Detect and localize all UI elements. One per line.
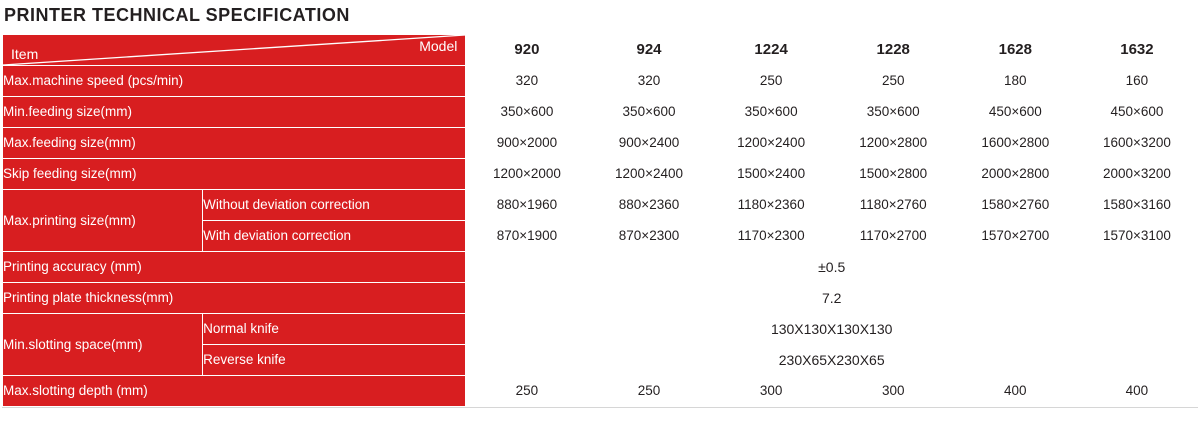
row-value: 1600×3200 <box>1076 127 1197 158</box>
diagonal-divider-icon <box>3 35 465 65</box>
table-row <box>3 375 1198 406</box>
header-corner-cell <box>3 34 466 65</box>
table-row <box>3 251 1198 282</box>
row-value: 160 <box>1076 65 1197 96</box>
row-value: 450×600 <box>1076 96 1197 127</box>
row-value: 350×600 <box>588 96 710 127</box>
row-value: 1180×2360 <box>710 189 832 220</box>
row-label: Skip feeding size(mm) <box>3 158 466 189</box>
row-sublabel: Without deviation correction <box>203 189 466 220</box>
model-header-1228: 1228 <box>832 34 954 65</box>
row-value: 250 <box>588 375 710 406</box>
page-title: PRINTER TECHNICAL SPECIFICATION <box>4 5 350 25</box>
row-label: Min.feeding size(mm) <box>3 96 466 127</box>
printer-specification-table <box>2 34 1198 407</box>
row-value: 1600×2800 <box>954 127 1076 158</box>
table-row <box>3 282 1198 313</box>
row-value: 1570×2700 <box>954 220 1076 251</box>
row-value: 880×2360 <box>588 189 710 220</box>
model-header-924: 924 <box>588 34 710 65</box>
row-value: 870×1900 <box>466 220 588 251</box>
row-value: 1200×2400 <box>588 158 710 189</box>
row-value: 1200×2800 <box>832 127 954 158</box>
row-label-min-slotting-space: Min.slotting space(mm) <box>3 313 203 375</box>
table-row <box>3 313 1198 344</box>
table-row <box>3 65 1198 96</box>
row-value: 300 <box>710 375 832 406</box>
row-sublabel: Normal knife <box>203 313 466 344</box>
table-row <box>3 96 1198 127</box>
row-value: 1200×2000 <box>466 158 588 189</box>
row-value: 450×600 <box>954 96 1076 127</box>
row-label: Printing accuracy (mm) <box>3 251 466 282</box>
row-value: 2000×2800 <box>954 158 1076 189</box>
table-bottom-rule <box>2 407 1198 408</box>
model-header-1632: 1632 <box>1076 34 1197 65</box>
row-label-max-printing-size: Max.printing size(mm) <box>3 189 203 251</box>
row-value: 2000×3200 <box>1076 158 1197 189</box>
model-header-1628: 1628 <box>954 34 1076 65</box>
row-value-merged: 230X65X230X65 <box>466 344 1198 375</box>
row-label: Printing plate thickness(mm) <box>3 282 466 313</box>
header-item-label: Item <box>11 45 39 62</box>
row-value: 350×600 <box>466 96 588 127</box>
table-row <box>3 127 1198 158</box>
row-sublabel: With deviation correction <box>203 220 466 251</box>
row-value: 900×2400 <box>588 127 710 158</box>
row-value-merged: 130X130X130X130 <box>466 313 1198 344</box>
header-model-label: Model <box>419 37 458 54</box>
table-row <box>3 189 1198 220</box>
row-value: 1580×3160 <box>1076 189 1197 220</box>
row-value: 880×1960 <box>466 189 588 220</box>
row-value: 1170×2700 <box>832 220 954 251</box>
row-label: Max.slotting depth (mm) <box>3 375 466 406</box>
row-label: Max.machine speed (pcs/min) <box>3 65 466 96</box>
row-value-merged: ±0.5 <box>466 251 1198 282</box>
row-value: 1570×3100 <box>1076 220 1197 251</box>
model-header-1224: 1224 <box>710 34 832 65</box>
row-value: 320 <box>588 65 710 96</box>
row-value: 400 <box>954 375 1076 406</box>
row-value: 1180×2760 <box>832 189 954 220</box>
row-value: 300 <box>832 375 954 406</box>
row-value: 320 <box>466 65 588 96</box>
row-value: 250 <box>832 65 954 96</box>
row-value: 250 <box>466 375 588 406</box>
row-value: 870×2300 <box>588 220 710 251</box>
row-value: 1200×2400 <box>710 127 832 158</box>
row-value: 180 <box>954 65 1076 96</box>
row-label: Max.feeding size(mm) <box>3 127 466 158</box>
row-value: 350×600 <box>710 96 832 127</box>
row-value-merged: 7.2 <box>466 282 1198 313</box>
row-value: 1500×2400 <box>710 158 832 189</box>
row-value: 400 <box>1076 375 1197 406</box>
model-header-920: 920 <box>466 34 588 65</box>
row-value: 1500×2800 <box>832 158 954 189</box>
row-value: 350×600 <box>832 96 954 127</box>
table-header-row <box>3 34 1198 65</box>
row-value: 1580×2760 <box>954 189 1076 220</box>
row-value: 900×2000 <box>466 127 588 158</box>
row-value: 250 <box>710 65 832 96</box>
row-sublabel: Reverse knife <box>203 344 466 375</box>
table-row <box>3 158 1198 189</box>
row-value: 1170×2300 <box>710 220 832 251</box>
